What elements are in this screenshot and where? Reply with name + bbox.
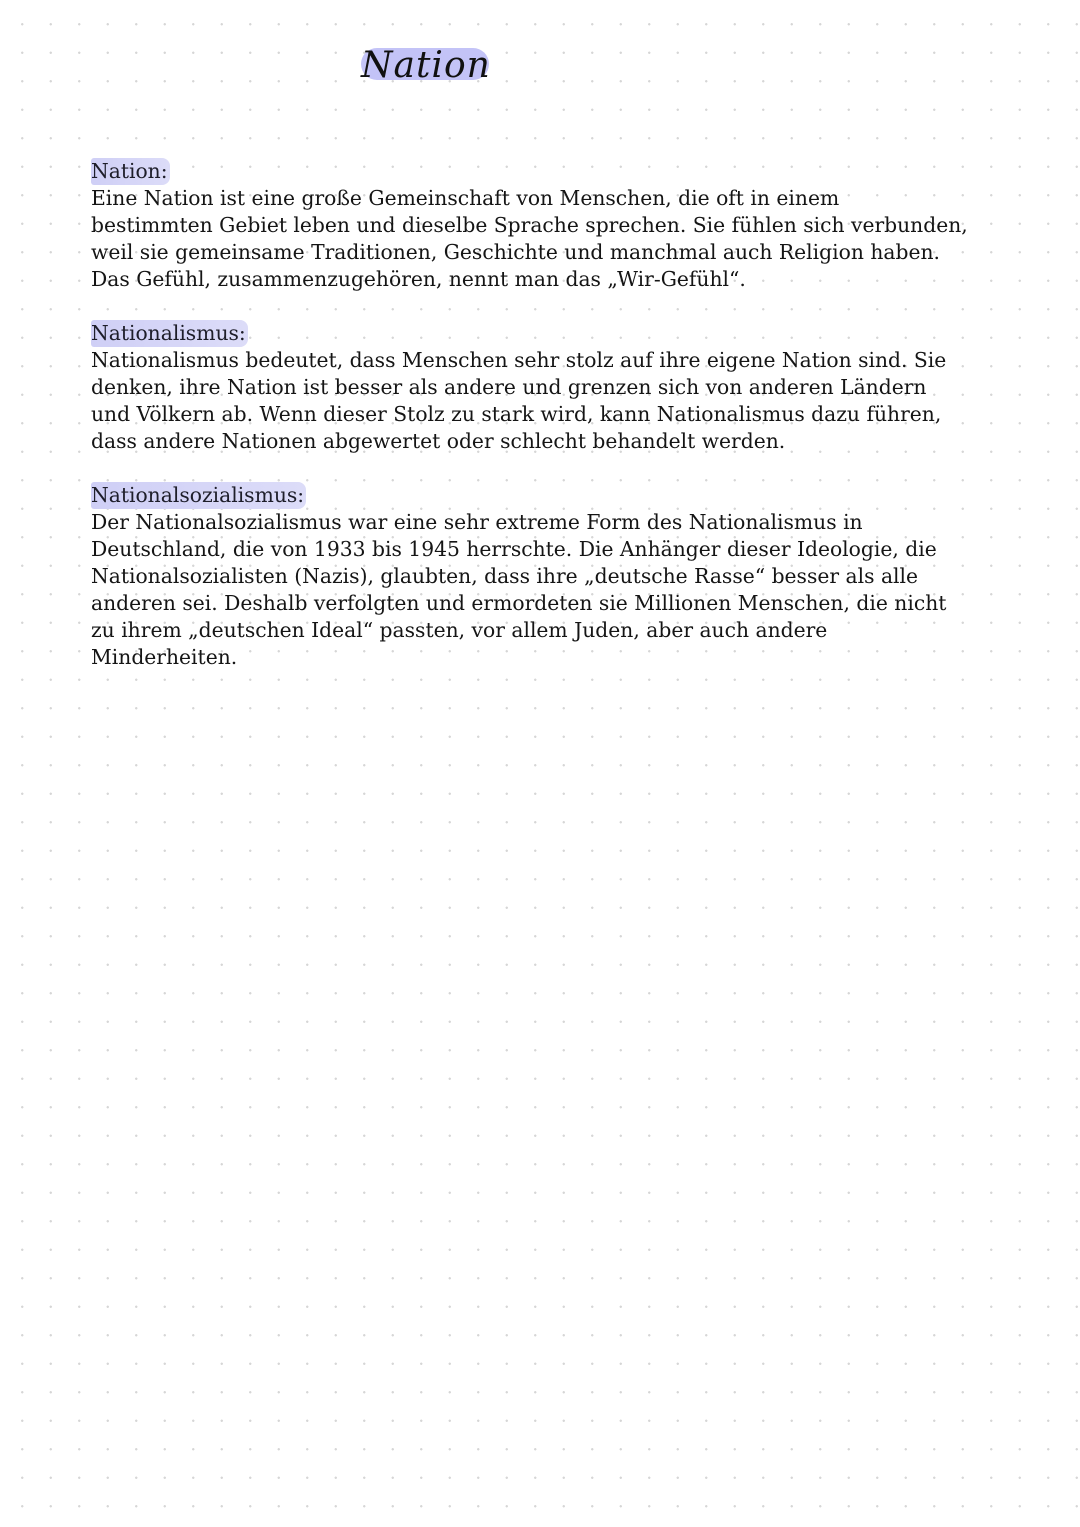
text-line: Deutschland, die von 1933 bis 1945 herrschte. Die Anhänger dieser Ideologie, die (91, 537, 937, 561)
text-line: Nationalismus bedeutet, dass Menschen sehr stolz auf ihre eigene Nation sind. Sie (91, 348, 947, 372)
section-heading: Nationalismus: (91, 321, 246, 345)
section-heading: Nation: (91, 159, 168, 183)
text-line: und Völkern ab. Wenn dieser Stolz zu stark wird, kann Nationalismus dazu führen, (91, 402, 942, 426)
text-line: Eine Nation ist eine große Gemeinschaft von Menschen, die oft in einem (91, 186, 840, 210)
section-nation (91, 158, 991, 293)
text-line: anderen sei. Deshalb verfolgten und ermordeten sie Millionen Menschen, die nicht (91, 591, 947, 615)
text-line: Nationalsozialisten (Nazis), glaubten, dass ihre „deutsche Rasse“ besser als alle (91, 564, 919, 588)
text-line: dass andere Nationen abgewertet oder schlecht behandelt werden. (91, 429, 786, 453)
section-heading: Nationalsozialismus: (91, 483, 305, 507)
text-line: Das Gefühl, zusammenzugehören, nennt man das „Wir-Gefühl“. (91, 267, 746, 291)
page-title (361, 45, 491, 86)
text-line: weil sie gemeinsame Traditionen, Geschichte und manchmal auch Religion haben. (91, 240, 940, 264)
document-body (91, 158, 991, 698)
section-nationalismus (91, 320, 991, 455)
text-line: Minderheiten. (91, 645, 238, 669)
text-line: denken, ihre Nation ist besser als andere und grenzen sich von anderen Ländern (91, 375, 927, 399)
text-line: bestimmten Gebiet leben und dieselbe Sprache sprechen. Sie fühlen sich verbunden, (91, 213, 968, 237)
text-line: Der Nationalsozialismus war eine sehr extreme Form des Nationalismus in (91, 510, 863, 534)
text-line: zu ihrem „deutschen Ideal“ passten, vor allem Juden, aber auch andere (91, 618, 828, 642)
section-nationalsozialismus (91, 482, 991, 671)
page-title-text: Nation (361, 45, 491, 86)
